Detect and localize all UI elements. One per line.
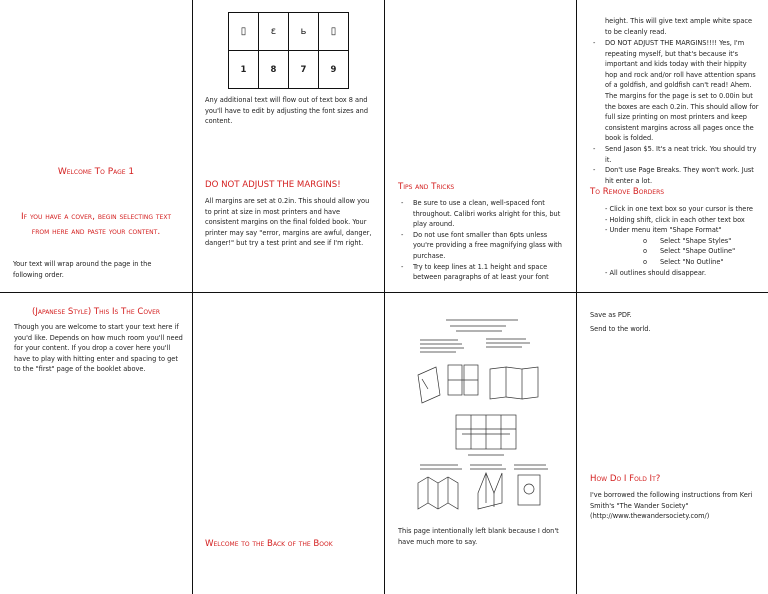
- fold-title: How Do I Fold It?: [590, 474, 661, 484]
- sub-bullet: o: [643, 247, 648, 256]
- tips-continued: height. This will give text ample white space to be cleanly read.: [605, 17, 753, 36]
- step-line: - Click in one text box so your cursor is there: [605, 205, 753, 213]
- sub-step-label: Select "Shape Styles": [660, 236, 732, 245]
- cover-title: (Japanese Style) This Is The Cover: [31, 307, 161, 317]
- list-item: - Do not use font smaller than 6pts unless you're providing a free magnifying glass with purchase.: [398, 230, 566, 262]
- fold-body: I've borrowed the following instructions from Keri Smith's "The Wander Society" (http://www.thewandersociety.com/): [590, 491, 753, 521]
- panel-divider: [384, 0, 385, 594]
- panel-divider: [192, 0, 193, 594]
- step-line: - All outlines should disappear.: [605, 268, 707, 277]
- sub-bullet: o: [643, 257, 648, 266]
- page-1-body: Your text will wrap around the page in the following order.: [13, 260, 152, 279]
- fold-divider: [0, 292, 768, 293]
- page-1-subtitle: If you have a cover, begin selecting text from here and paste your content.: [21, 212, 171, 237]
- tips-list: [398, 198, 566, 283]
- panel-divider: [576, 0, 577, 594]
- grid-cell: 8: [259, 51, 289, 89]
- list-item: - Try to keep lines at 1.1 height and space between paragraphs of at least your font: [398, 262, 566, 283]
- grid-cell: ь: [289, 13, 319, 51]
- blank-page-caption: This page intentionally left blank because I don't have much more to say.: [398, 527, 559, 546]
- grid-cell: 1: [229, 51, 259, 89]
- tips-title: Tips and Tricks: [398, 182, 455, 192]
- sub-bullet: o: [643, 236, 648, 245]
- list-item: - Don't use Page Breaks. They won't work. Just hit enter a lot.: [590, 165, 760, 186]
- sub-step-label: Select "Shape Outline": [660, 247, 736, 256]
- send-to-world: Send to the world.: [590, 325, 651, 333]
- flow-text: Any additional text will flow out of text box 8 and you'll have to edit by adjusting the font sizes and content.: [205, 96, 369, 126]
- tips-list-continued: [590, 38, 760, 186]
- folding-instructions-image: [398, 303, 568, 515]
- margins-title: DO NOT ADJUST THE MARGINS!: [205, 180, 341, 190]
- step-line: - Holding shift, click in each other text box: [605, 215, 745, 224]
- sub-step: [605, 257, 765, 268]
- sub-step-label: Select "No Outline": [660, 257, 724, 266]
- back-title: Welcome to the Back of the Book: [205, 539, 333, 549]
- cover-body: Though you are welcome to start your text here if you'd like. Depends on how much room you'll need for your content. If you drop a cover here you'll have to play with hitting enter and spacing to get to the "first" page of the booklet above.: [14, 323, 183, 374]
- margins-body: All margins are set at 0.2in. This should allow you to print at size in most printers and have consistent margins on the final folded book. Your printer may say "error, margins are awful, danger, danger!" but try a test print and see if I'm right.: [205, 197, 372, 248]
- page-1-title: Welcome To Page 1: [57, 167, 135, 177]
- grid-cell: 7: [289, 51, 319, 89]
- list-item: - Be sure to use a clean, well-spaced font throughout. Calibri works alright for this, but play around.: [398, 198, 566, 230]
- sub-step: [605, 246, 765, 257]
- remove-borders-title: To Remove Borders: [590, 187, 665, 197]
- save-as-pdf: Save as PDF.: [590, 311, 632, 319]
- list-item: - DO NOT ADJUST THE MARGINS!!!! Yes, I'm repeating myself, but that's because it's important and kids today with their hippity hop and rock and/or roll have attention spans of a goldfish, and goldfish can't read! Ahem. The margins for the page is set to 0.00in but the boxes are each 0.2in. This should allow for full size printing on most printers and keep consistent margins across all pages once the book is folded.: [590, 38, 760, 144]
- grid-cell: ▯: [229, 13, 259, 51]
- list-item: - Send Jason $5. It's a neat trick. You should try it.: [590, 144, 760, 165]
- step-line: - Under menu item "Shape Format": [605, 226, 722, 235]
- grid-cell: 9: [319, 51, 349, 89]
- grid-cell: ε: [259, 13, 289, 51]
- sub-step: [605, 236, 765, 247]
- grid-cell: ▯: [319, 13, 349, 51]
- page-order-grid: [228, 12, 349, 89]
- remove-borders-steps: [605, 204, 765, 278]
